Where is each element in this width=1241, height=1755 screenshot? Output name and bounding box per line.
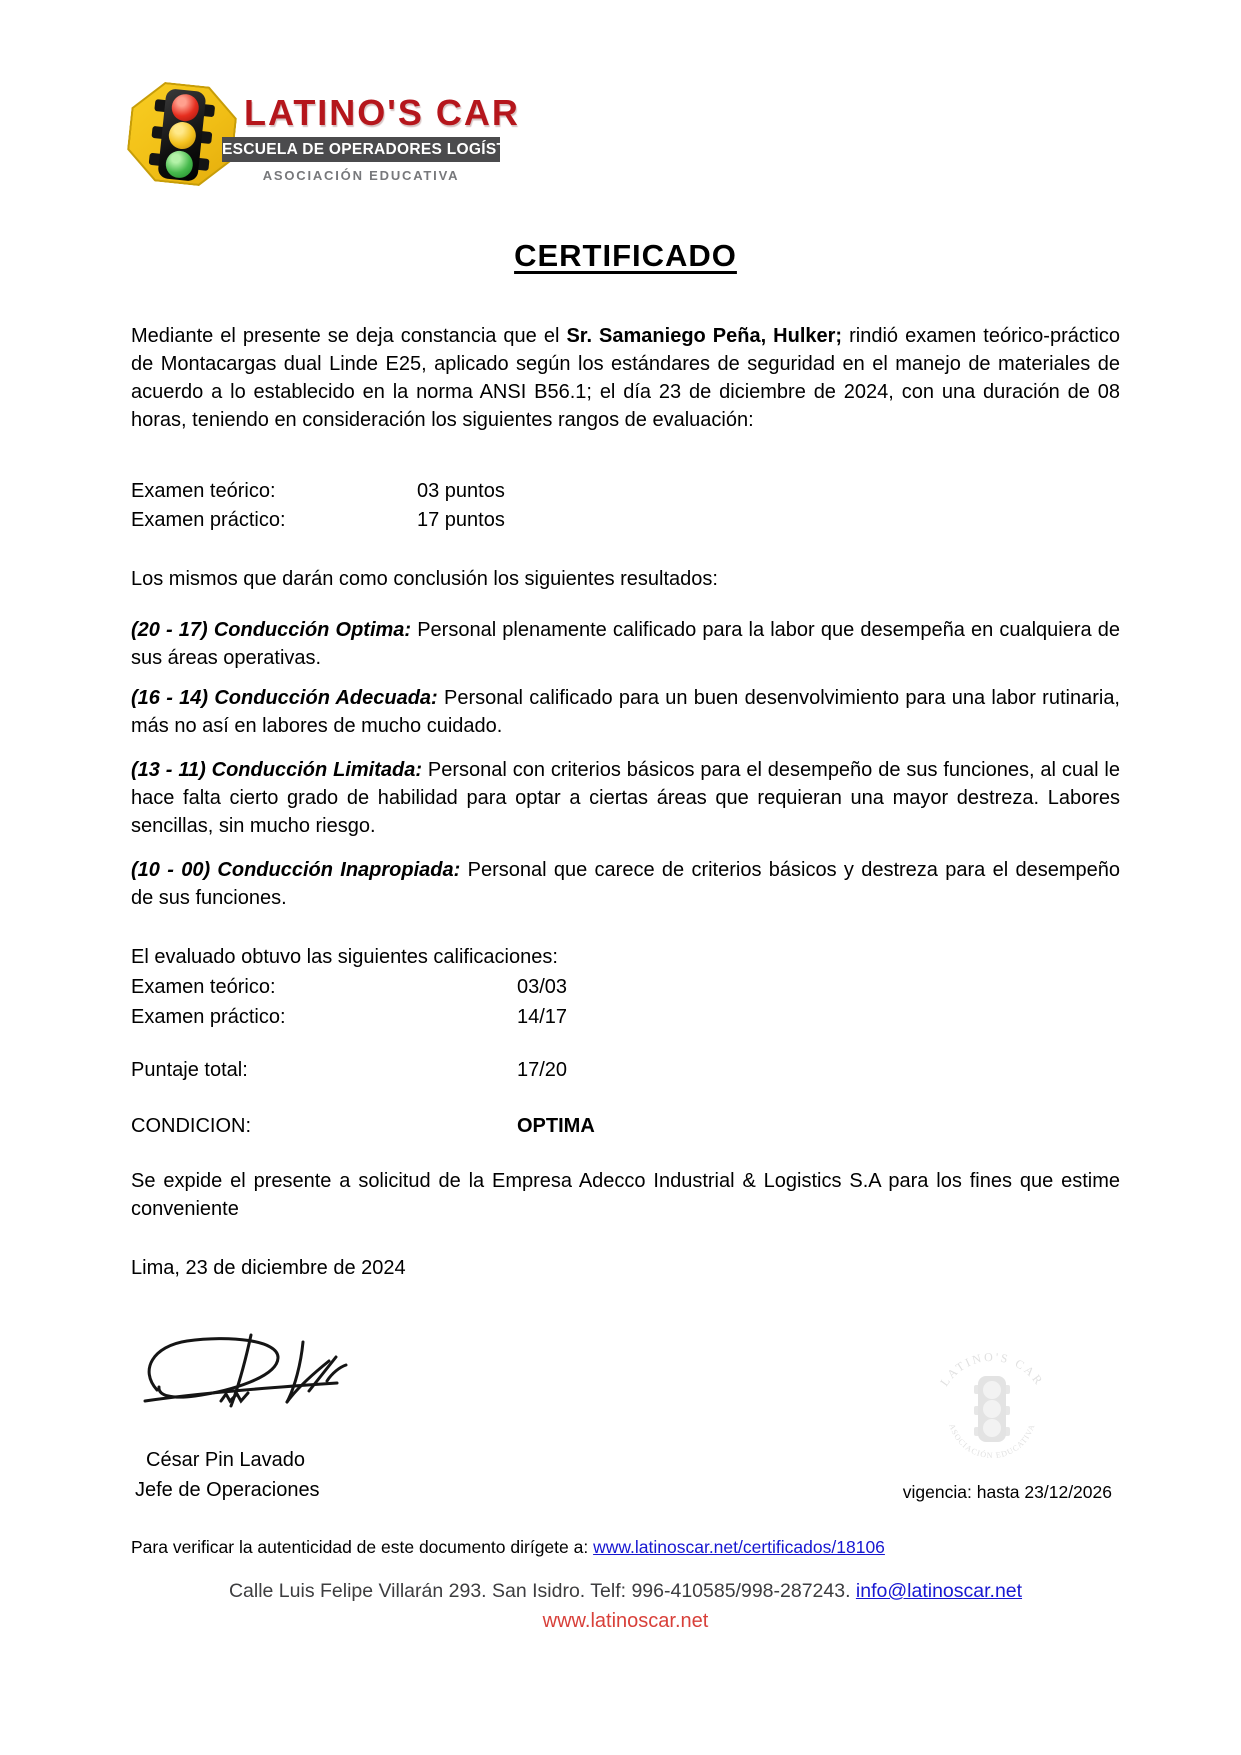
range-label: (20 - 17) Conducción Optima: [131,619,412,641]
intro-lead: Mediante el presente se deja constancia que el [131,325,567,347]
date-line: Lima, 23 de diciembre de 2024 [131,1257,406,1279]
page-title-text: CERTIFICADO [514,238,737,273]
validity-text: vigencia: hasta 23/12/2026 [902,1482,1112,1502]
exam-practice-points: 17 puntos [417,509,505,531]
website-url: www.latinoscar.net [542,1610,709,1632]
total-score: 17/20 [517,1059,568,1081]
result-theory-label: Examen teórico: [131,976,276,998]
results-intro: El evaluado obtuvo las siguientes calificaciones: [131,946,558,968]
range-adecuada [131,684,1120,740]
issue-paragraph: Se expide el presente a solicitud de la Empresa Adecco Industrial & Logistics S.A para los fines que estime conveniente [131,1170,1120,1220]
document-body [131,0,1120,1282]
brand-name: LATINO'S CAR [244,92,520,133]
page-title [131,238,1120,274]
verification-prefix: Para verificar la autenticidad de este documento dirígete a: [131,1537,594,1557]
exam-practice-label: Examen práctico: [131,509,286,531]
range-text: Personal con criterios básicos para el desempeño de sus funciones, al cual le hace falta cierto grado de habilidad para optar a ciertas áreas que requieran una mayor destreza. Labores sencillas, sin mucho riesgo. [131,759,1120,837]
signature-image [133,1330,363,1430]
watermark-top-text: LATINO'S CAR [937,1349,1047,1389]
result-practice-label: Examen práctico: [131,1006,286,1028]
total-label: Puntaje total: [131,1059,248,1081]
signer-role: Jefe de Operaciones [135,1479,320,1501]
condition-label: CONDICION: [131,1115,251,1137]
conclusion-intro: Los mismos que darán como conclusión los siguientes resultados: [131,568,718,590]
watermark-bottom-text: ASOCIACIÓN EDUCATIVA [947,1422,1037,1461]
range-text: Personal plenamente calificado para la labor que desempeña en cualquiera de sus áreas operativas. [131,619,1120,669]
table-row [131,1002,1120,1032]
exam-theory-points: 03 puntos [417,480,505,502]
result-practice-score: 14/17 [517,1006,568,1028]
range-text: Personal que carece de criterios básicos y destreza para el desempeño de sus funciones. [131,859,1120,909]
intro-rest: rindió examen teórico-práctico de Montacargas dual Linde E25, aplicado según los estándares de seguridad en el manejo de materiales de acuerdo a lo establecido en la norma ANSI B56.1; el día 23 de diciembre de 2024, con una duración de 08 horas, teniendo en consideración los siguientes rangos de evaluación: [131,325,1120,431]
range-label: (16 - 14) Conducción Adecuada: [131,687,438,709]
exam-theory-label: Examen teórico: [131,480,276,502]
range-text: Personal calificado para un buen desenvolvimiento para una labor rutinaria, más no así en labores de mucho cuidado. [131,687,1120,737]
brand-tagline-bar: ESCUELA DE OPERADORES LOGÍSTICOS [222,137,500,162]
student-name: Sr. Samaniego Peña, Hulker; [566,325,843,347]
verification-link[interactable]: www.latinoscar.net/certificados/18106 [593,1537,885,1557]
address-line [131,1580,1120,1603]
result-theory-score: 03/03 [517,976,568,998]
email-link[interactable]: info@latinoscar.net [855,1580,1023,1602]
range-inapropiada [131,856,1120,912]
results-table [131,942,1120,1032]
condition-value: OPTIMA [517,1115,595,1137]
address-text: Calle Luis Felipe Villarán 293. San Isidro. Telf: 996-410585/998-287243. [228,1580,856,1602]
watermark-traffic-light [974,1376,1010,1442]
signer-name: César Pin Lavado [146,1449,305,1471]
table-row [131,477,1120,506]
range-label: (13 - 11) Conducción Limitada: [131,759,422,781]
exam-points-table [131,477,1120,535]
intro-paragraph [131,322,1120,434]
table-row [131,972,1120,1002]
range-optima [131,616,1120,672]
brand-subtitle: ASOCIACIÓN EDUCATIVA [262,168,460,183]
watermark-seal-icon [926,1340,1058,1468]
total-score-row [131,1056,1120,1084]
condition-row [131,1112,1120,1140]
table-row [131,506,1120,535]
verification-line [131,1537,885,1558]
range-label: (10 - 00) Conducción Inapropiada: [131,859,461,881]
range-limitada [131,756,1120,840]
